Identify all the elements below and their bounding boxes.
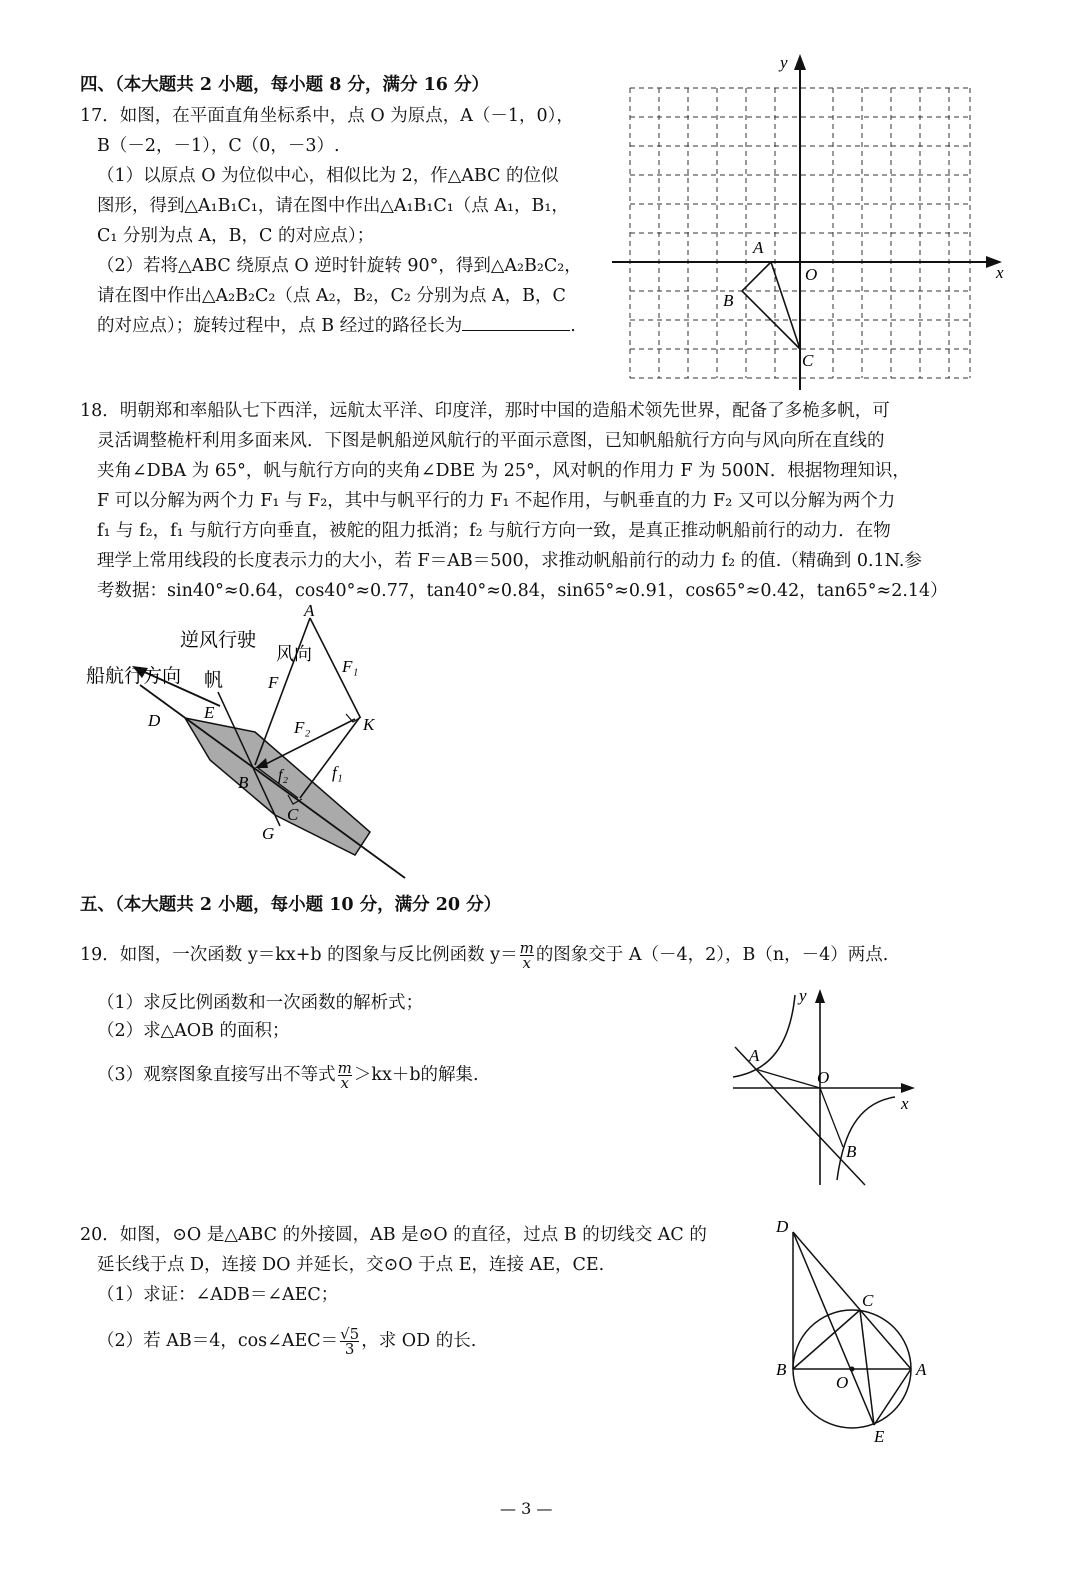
force-f2-label: F₂	[294, 718, 311, 737]
q18-line-7: 考数据：sin40°≈0.64，cos40°≈0.77，tan40°≈0.84，sin65°≈0.91，cos65°≈0.42，tan65°≈2.14）	[97, 581, 948, 601]
force-small-f2-label: f₂	[278, 767, 289, 784]
point-k-label: K	[363, 715, 375, 734]
q18-line-4: F 可以分解为两个力 F₁ 与 F₂，其中与帆平行的力 F₁ 不起作用，与帆垂直的力 F₂ 又可以分解为两个力	[97, 491, 896, 511]
q17-line-8-text: 的对应点）；旋转过程中，点 B 经过的路径长为	[97, 316, 463, 336]
frac-denominator: x	[522, 954, 531, 972]
point-c-label: C	[862, 1291, 874, 1310]
q17-line-1: 17．如图，在平面直角坐标系中，点 O 为原点，A（－1，0），	[80, 106, 574, 126]
point-o-label: O	[836, 1373, 849, 1392]
q19-fraction	[520, 941, 534, 970]
q19-part-1: （1）求反比例函数和一次函数的解析式；	[97, 993, 424, 1013]
hyperbola-branch-lower	[837, 1097, 895, 1180]
page-number: — 3 —	[500, 1499, 553, 1518]
origin-label: O	[817, 1068, 830, 1087]
point-a-label: A	[749, 1046, 760, 1065]
point-b-label: B	[846, 1142, 857, 1161]
point-e-label: E	[204, 703, 215, 722]
q19-part-3a: （3）观察图象直接写出不等式	[97, 1065, 336, 1085]
point-d-label: D	[148, 711, 161, 730]
point-a-label: A	[916, 1360, 927, 1379]
q18-sailboat-diagram	[80, 600, 420, 885]
q17-line-4: 图形，得到△A₁B₁C₁，请在图中作出△A₁B₁C₁（点 A₁，B₁，	[97, 196, 569, 216]
frac-denominator: x	[340, 1074, 349, 1092]
upwind-label: 逆风行驶	[180, 630, 257, 651]
point-b-label: B	[723, 291, 734, 310]
q20-part-1: （1）求证：∠ADB＝∠AEC；	[97, 1285, 339, 1305]
q20-part-2a: （2）若 AB＝4，cos∠AEC＝	[97, 1331, 339, 1351]
q19-part-2: （2）求△AOB 的面积；	[97, 1021, 290, 1041]
x-axis-label: x	[901, 1094, 909, 1113]
q17-line-8	[97, 311, 576, 341]
force-f-label: F	[268, 673, 279, 692]
q17-coordinate-grid	[600, 50, 1020, 395]
y-axis-label: y	[799, 986, 807, 1005]
point-a-label: A	[304, 601, 315, 620]
point-d-label: D	[776, 1217, 789, 1236]
q19-part-3b: ＞kx＋b的解集.	[353, 1065, 479, 1085]
q20-line-1: 20．如图，⊙O 是△ABC 的外接圆，AB 是⊙O 的直径，过点 B 的切线交 AC 的	[80, 1225, 707, 1245]
triangle-abc	[742, 262, 800, 349]
q17-line-7: 请在图中作出△A₂B₂C₂（点 A₂，B₂，C₂ 分别为点 A，B，C	[97, 286, 566, 306]
q20-fraction	[340, 1327, 359, 1356]
q19-part-3	[97, 1060, 479, 1090]
answer-blank[interactable]	[462, 312, 570, 331]
frac-numerator: √5	[340, 1325, 360, 1343]
q18-line-5: f₁ 与 f₂，f₁ 与航行方向垂直，被舵的阻力抵消；f₂ 与航行方向一致，是真正推动帆船前行的动力．在物	[97, 521, 891, 541]
q17-line-2: B（－2，－1），C（0，－3）.	[97, 136, 340, 156]
q17-line-5: C₁ 分别为点 A，B，C 的对应点）；	[97, 226, 375, 246]
q19-ineq-fraction	[338, 1061, 352, 1090]
point-c-label: C	[287, 805, 299, 824]
point-g-label: G	[262, 824, 275, 843]
q17-line-8-end: .	[570, 316, 576, 336]
q18-line-3: 夹角∠DBA 为 65°，帆与航行方向的夹角∠DBE 为 25°，风对帆的作用力 F 为 500N．根据物理知识，	[97, 461, 910, 481]
q19-function-graph	[725, 985, 925, 1190]
section-5-heading: 五、（本大题共 2 小题，每小题 10 分，满分 20 分）	[80, 895, 502, 915]
q18-line-1: 18．明朝郑和率船队七下西洋，远航太平洋、印度洋，那时中国的造船术领先世界，配备了多桅多帆，可	[80, 401, 890, 421]
q18-line-2: 灵活调整桅杆利用多面来风．下图是帆船逆风航行的平面示意图，已知帆船航行方向与风向所在直线的	[97, 431, 885, 451]
frac-denominator: 3	[344, 1340, 355, 1358]
y-axis-label: y	[780, 53, 788, 72]
origin-label: O	[805, 265, 818, 284]
point-b-label: B	[776, 1360, 787, 1379]
x-axis-label: x	[996, 263, 1004, 282]
force-f1-label: F₁	[342, 657, 359, 676]
q19-line-1b: 的图象交于 A（－4，2），B（n，－4）两点.	[535, 945, 889, 965]
point-e-label: E	[874, 1427, 885, 1446]
q18-line-6: 理学上常用线段的长度表示力的大小，若 F＝AB＝500，求推动帆船前行的动力 f₂ 的值.（精确到 0.1N.参	[97, 551, 922, 571]
linear-function-line	[735, 1047, 865, 1185]
frac-numerator: m	[519, 939, 534, 957]
q20-circle-diagram	[770, 1212, 940, 1447]
q17-line-3: （1）以原点 O 为位似中心，相似比为 2，作△ABC 的位似	[97, 166, 559, 186]
sail-label: 帆	[204, 670, 224, 691]
q19-line-1a: 19．如图，一次函数 y＝kx+b 的图象与反比例函数 y＝	[80, 945, 518, 965]
section-4-heading: 四、（本大题共 2 小题，每小题 8 分，满分 16 分）	[80, 75, 490, 95]
q17-line-6: （2）若将△ABC 绕原点 O 逆时针旋转 90°，得到△A₂B₂C₂，	[97, 256, 582, 276]
heading-label: 船航行方向	[86, 666, 182, 687]
q20-line-2: 延长线于点 D，连接 DO 并延长，交⊙O 于点 E，连接 AE，CE.	[97, 1255, 605, 1275]
point-b-label: B	[238, 773, 249, 792]
q19-line-1	[80, 940, 888, 970]
q20-part-2	[97, 1326, 476, 1356]
point-c-label: C	[802, 351, 814, 370]
point-a-label: A	[753, 238, 764, 257]
q20-part-2b: ，求 OD 的长.	[361, 1331, 477, 1351]
frac-numerator: m	[337, 1059, 352, 1077]
wind-direction-label: 风向	[276, 644, 312, 664]
hyperbola-branch-upper	[733, 995, 795, 1077]
force-small-f1-label: f₁	[332, 763, 343, 782]
